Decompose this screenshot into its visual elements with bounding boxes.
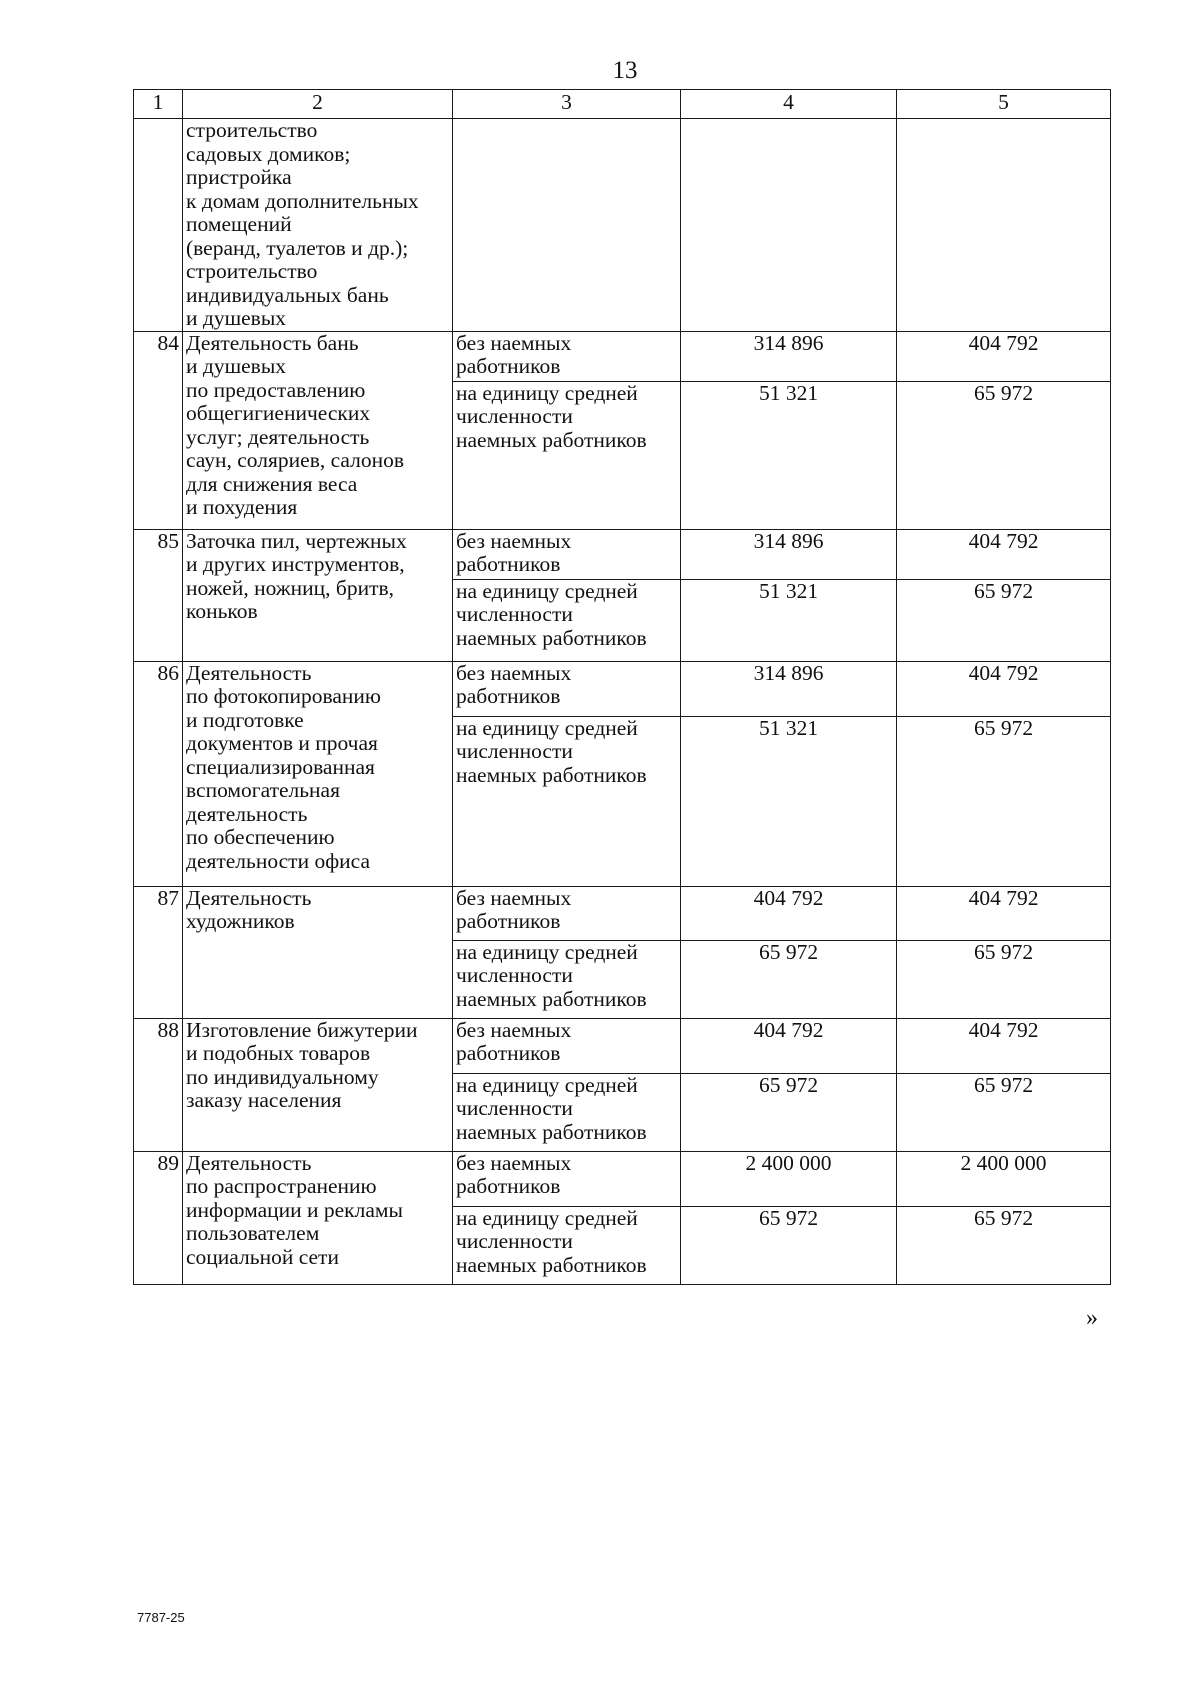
value-cell: 2 400 000: [897, 1151, 1111, 1206]
tariff-table: [133, 89, 1111, 1285]
row-number: 87: [134, 886, 183, 1018]
value-cell: [681, 119, 897, 332]
table-row: [134, 331, 1111, 381]
column-header: 1: [134, 90, 183, 119]
value-cell: 404 792: [897, 529, 1111, 579]
value-cell: 51 321: [681, 381, 897, 529]
activity-description: строительство садовых домиков; пристройка к домам дополнительных помещений (веранд, туалетов и др.); строительство индивидуальных бань и душевых: [183, 119, 453, 332]
activity-description: Деятельность по фотокопированию и подготовке документов и прочая специализированная вспомогательная деятельность по обеспечению деятельности офиса: [183, 661, 453, 886]
table-row: [134, 1151, 1111, 1206]
value-cell: 404 792: [897, 1018, 1111, 1073]
value-cell: 51 321: [681, 579, 897, 661]
table-header-row: [134, 90, 1111, 119]
unit-cell: на единицу средней численности наемных работников: [453, 1073, 681, 1151]
value-cell: 65 972: [681, 940, 897, 1018]
table-row: [134, 886, 1111, 940]
value-cell: 404 792: [897, 886, 1111, 940]
unit-cell: без наемных работников: [453, 886, 681, 940]
value-cell: 65 972: [897, 1073, 1111, 1151]
unit-cell: на единицу средней численности наемных работников: [453, 716, 681, 886]
table-row: [134, 529, 1111, 579]
column-header: 2: [183, 90, 453, 119]
table-row: [134, 119, 1111, 332]
unit-cell: на единицу средней численности наемных работников: [453, 579, 681, 661]
value-cell: 404 792: [897, 331, 1111, 381]
value-cell: 65 972: [897, 381, 1111, 529]
value-cell: 314 896: [681, 661, 897, 716]
unit-cell: [453, 119, 681, 332]
value-cell: [897, 119, 1111, 332]
table-row: [134, 1018, 1111, 1073]
page-number: 13: [612, 57, 638, 84]
table-row: [134, 661, 1111, 716]
activity-description: Изготовление бижутерии и подобных товаров по индивидуальному заказу населения: [183, 1018, 453, 1151]
document-code: 7787-25: [137, 1610, 185, 1625]
unit-cell: без наемных работников: [453, 1018, 681, 1073]
column-header: 5: [897, 90, 1111, 119]
value-cell: 51 321: [681, 716, 897, 886]
value-cell: 314 896: [681, 331, 897, 381]
value-cell: 65 972: [897, 579, 1111, 661]
unit-cell: без наемных работников: [453, 529, 681, 579]
unit-cell: на единицу средней численности наемных работников: [453, 1206, 681, 1284]
value-cell: 404 792: [681, 886, 897, 940]
unit-cell: на единицу средней численности наемных работников: [453, 381, 681, 529]
value-cell: 65 972: [897, 716, 1111, 886]
value-cell: 65 972: [897, 1206, 1111, 1284]
value-cell: 404 792: [897, 661, 1111, 716]
unit-cell: без наемных работников: [453, 661, 681, 716]
closing-quote: »: [1086, 1305, 1098, 1331]
row-number: 84: [134, 331, 183, 529]
value-cell: 65 972: [681, 1073, 897, 1151]
unit-cell: без наемных работников: [453, 331, 681, 381]
activity-description: Заточка пил, чертежных и других инструментов, ножей, ножниц, бритв, коньков: [183, 529, 453, 661]
row-number: 89: [134, 1151, 183, 1284]
activity-description: Деятельность художников: [183, 886, 453, 1018]
row-number: 85: [134, 529, 183, 661]
row-number: [134, 119, 183, 332]
value-cell: 314 896: [681, 529, 897, 579]
unit-cell: на единицу средней численности наемных работников: [453, 940, 681, 1018]
column-header: 4: [681, 90, 897, 119]
unit-cell: без наемных работников: [453, 1151, 681, 1206]
value-cell: 2 400 000: [681, 1151, 897, 1206]
activity-description: Деятельность бань и душевых по предоставлению общегигиенических услуг; деятельность саун, соляриев, салонов для снижения веса и похудения: [183, 331, 453, 529]
row-number: 86: [134, 661, 183, 886]
value-cell: 404 792: [681, 1018, 897, 1073]
value-cell: 65 972: [681, 1206, 897, 1284]
value-cell: 65 972: [897, 940, 1111, 1018]
activity-description: Деятельность по распространению информации и рекламы пользователем социальной сети: [183, 1151, 453, 1284]
row-number: 88: [134, 1018, 183, 1151]
column-header: 3: [453, 90, 681, 119]
